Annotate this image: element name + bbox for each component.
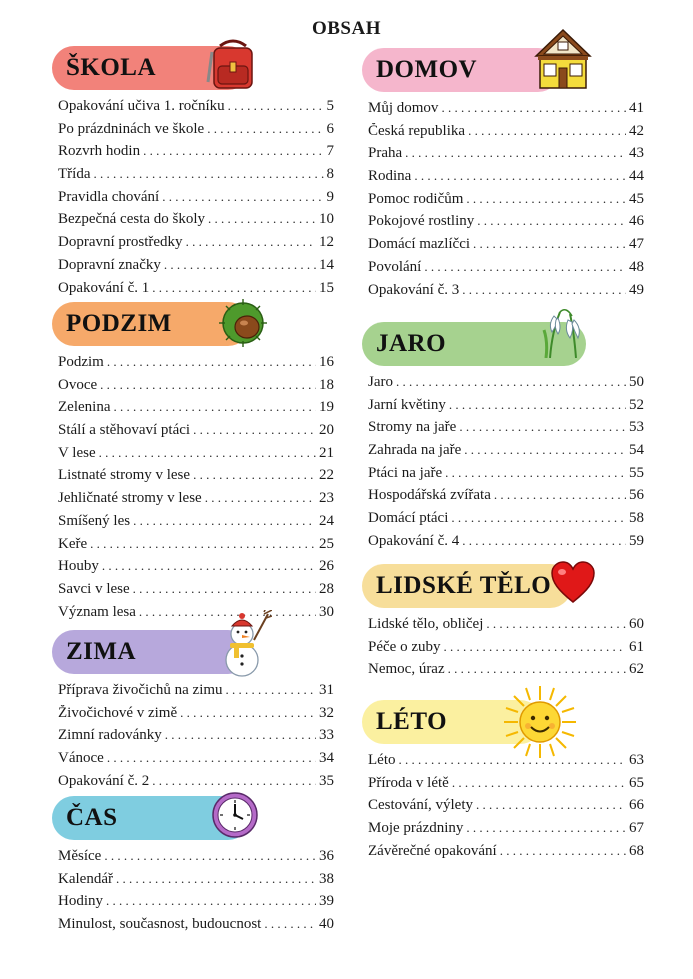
- toc-entry[interactable]: [52, 234, 334, 257]
- section-heading-label: ZIMA: [66, 638, 137, 665]
- toc-entry-page: 21: [319, 444, 334, 461]
- section-podzim: [52, 302, 334, 626]
- leader-dots: [473, 236, 626, 252]
- toc-entry-title: Praha: [368, 145, 403, 162]
- leader-dots: [113, 399, 316, 415]
- toc-entry-title: Listnaté stromy v lese: [58, 467, 191, 484]
- leader-dots: [464, 442, 626, 458]
- toc-entry-title: Můj domov: [368, 100, 439, 116]
- leader-dots: [452, 775, 626, 791]
- toc-entry-title: Živočichové v zimě: [58, 704, 178, 721]
- toc-entry-page: 66: [629, 797, 644, 814]
- toc-entry-page: 63: [629, 752, 644, 768]
- leader-dots: [116, 871, 316, 887]
- toc-entry-page: 48: [629, 258, 644, 275]
- toc-entry-page: 26: [319, 558, 334, 575]
- toc-entry-page: 10: [319, 211, 334, 228]
- toc-entry-title: Dopravní značky: [58, 256, 161, 273]
- toc-entry-title: Kalendář: [58, 870, 113, 887]
- toc-entry[interactable]: [362, 487, 644, 510]
- section-heading-label: PODZIM: [66, 310, 172, 337]
- toc-entry-title: Příroda v létě: [368, 774, 449, 791]
- leader-dots: [466, 820, 626, 836]
- toc-entry[interactable]: [362, 465, 644, 488]
- toc-entry[interactable]: [52, 893, 334, 916]
- toc-entry-page: 58: [629, 510, 644, 527]
- toc-entry-page: 40: [319, 916, 334, 933]
- toc-entry-title: Domácí ptáci: [368, 510, 449, 527]
- toc-entry-page: 39: [319, 893, 334, 910]
- section-heading-label: DOMOV: [376, 56, 478, 83]
- leader-dots: [133, 513, 316, 529]
- toc-entry-title: Rodina: [368, 168, 412, 185]
- toc-entry[interactable]: [52, 143, 334, 166]
- toc-entry[interactable]: [362, 374, 644, 397]
- section-heading: [362, 48, 560, 92]
- toc-entry[interactable]: [52, 422, 334, 445]
- leader-dots: [208, 211, 316, 227]
- toc-entry-page: 38: [319, 870, 334, 887]
- toc-entry[interactable]: [52, 211, 334, 234]
- toc-entry-page: 14: [319, 256, 334, 273]
- section-cas: [52, 796, 334, 939]
- toc-entry[interactable]: [52, 354, 334, 377]
- toc-entry-title: Opakování učiva 1. ročníku: [58, 98, 225, 114]
- toc-entry-title: Zelenina: [58, 399, 111, 416]
- toc-entry[interactable]: [362, 168, 644, 191]
- toc-entry-page: 5: [326, 98, 334, 114]
- leader-dots: [165, 727, 316, 743]
- leader-dots: [443, 639, 626, 655]
- toc-entry[interactable]: [52, 513, 334, 536]
- toc-entry[interactable]: [52, 257, 334, 280]
- toc-entry-title: Česká republika: [368, 122, 466, 139]
- toc-entry-title: Pomoc rodičům: [368, 190, 464, 207]
- toc-entry-title: Měsíce: [58, 848, 102, 864]
- toc-entry[interactable]: [52, 916, 334, 939]
- toc-entry-title: Závěrečné opakování: [368, 842, 497, 859]
- leader-dots: [476, 797, 626, 813]
- toc-entry-page: 41: [629, 100, 644, 116]
- toc-entry-page: 28: [319, 580, 334, 597]
- toc-entry[interactable]: [52, 467, 334, 490]
- toc-entry[interactable]: [52, 727, 334, 750]
- toc-entry[interactable]: [52, 682, 334, 705]
- leader-dots: [477, 213, 626, 229]
- toc-entry-title: Cestování, výlety: [368, 797, 473, 814]
- section-skola: [52, 46, 334, 302]
- toc-entry-page: 42: [629, 122, 644, 139]
- section-zima: [52, 630, 334, 795]
- leader-dots: [445, 465, 626, 481]
- toc-entry-title: Opakování č. 1: [58, 279, 150, 296]
- leader-dots: [143, 143, 323, 159]
- toc-entry-title: Stálí a stěhovaví ptáci: [58, 422, 191, 439]
- sun-icon: [500, 684, 580, 760]
- toc-entry-page: 30: [319, 603, 334, 620]
- toc-entry-title: Příprava živočichů na zimu: [58, 682, 223, 698]
- toc-entry-title: Význam lesa: [58, 603, 136, 620]
- toc-entry-title: Lidské tělo, obličej: [368, 616, 484, 632]
- toc-entry-page: 33: [319, 727, 334, 744]
- toc-entry-page: 23: [319, 490, 334, 507]
- toc-entry-page: 9: [326, 188, 334, 205]
- leader-dots: [264, 916, 316, 932]
- leader-dots: [104, 848, 316, 864]
- toc-entry-page: 25: [319, 535, 334, 552]
- toc-entry-title: Povolání: [368, 258, 422, 275]
- toc-entry-page: 56: [629, 487, 644, 504]
- toc-entry[interactable]: [362, 820, 644, 843]
- toc-entry-page: 45: [629, 190, 644, 207]
- leader-dots: [162, 189, 323, 205]
- toc-entry-title: Nemoc, úraz: [368, 661, 445, 678]
- leader-dots: [99, 445, 316, 461]
- toc-entry[interactable]: [362, 616, 644, 639]
- toc-entry-title: Vánoce: [58, 750, 104, 767]
- toc-entry-title: Zimní radovánky: [58, 727, 162, 744]
- toc-entry-page: 20: [319, 422, 334, 439]
- toc-entry[interactable]: [362, 533, 644, 556]
- toc-entry[interactable]: [362, 123, 644, 146]
- toc-entry-title: Houby: [58, 558, 99, 575]
- toc-entry-title: Zahrada na jaře: [368, 442, 462, 459]
- toc-entry-page: 53: [629, 419, 644, 436]
- toc-entry-title: V lese: [58, 444, 96, 461]
- leader-dots: [396, 374, 626, 390]
- leader-dots: [226, 682, 316, 698]
- toc-entry[interactable]: [52, 871, 334, 894]
- toc-entry-page: 18: [319, 376, 334, 393]
- toc-entry-title: Jehličnaté stromy v lese: [58, 490, 202, 507]
- leader-dots: [102, 558, 316, 574]
- toc-list: [52, 98, 334, 302]
- toc-entry[interactable]: [362, 282, 644, 305]
- toc-entry[interactable]: [52, 121, 334, 144]
- toc-entry[interactable]: [52, 445, 334, 468]
- toc-entry[interactable]: [362, 843, 644, 866]
- section-heading-label: JARO: [376, 330, 447, 357]
- toc-entry-page: 62: [629, 661, 644, 678]
- toc-entry[interactable]: [362, 797, 644, 820]
- leader-dots: [93, 166, 323, 182]
- toc-entry-page: 22: [319, 467, 334, 484]
- toc-entry-page: 46: [629, 213, 644, 230]
- leader-dots: [405, 145, 626, 161]
- toc-entry-page: 36: [319, 848, 334, 864]
- toc-entry-title: Stromy na jaře: [368, 419, 457, 436]
- toc-entry[interactable]: [362, 639, 644, 662]
- section-domov: [362, 48, 644, 304]
- toc-entry-page: 65: [629, 774, 644, 791]
- leader-dots: [90, 536, 316, 552]
- leader-dots: [414, 168, 626, 184]
- toc-entry[interactable]: [362, 213, 644, 236]
- toc-entry-page: 55: [629, 464, 644, 481]
- toc-entry[interactable]: [52, 98, 334, 121]
- toc-entry[interactable]: [52, 536, 334, 559]
- leader-dots: [193, 422, 316, 438]
- leader-dots: [424, 259, 626, 275]
- leader-dots: [448, 661, 626, 677]
- toc-entry[interactable]: [362, 100, 644, 123]
- toc-entry[interactable]: [52, 166, 334, 189]
- page-title: OBSAH: [311, 18, 382, 39]
- toc-entry-page: 68: [629, 842, 644, 859]
- toc-entry-page: 61: [629, 638, 644, 655]
- section-heading: [362, 564, 572, 608]
- toc-entry-title: Moje prázdniny: [368, 820, 464, 837]
- leader-dots: [486, 616, 626, 632]
- toc-entry-page: 35: [319, 772, 334, 789]
- toc-list: [52, 848, 334, 939]
- heart-icon: [550, 560, 596, 604]
- leader-dots: [462, 533, 626, 549]
- toc-list: [52, 682, 334, 795]
- toc-entry-page: 52: [629, 396, 644, 413]
- toc-list: [52, 354, 334, 626]
- toc-entry[interactable]: [52, 705, 334, 728]
- section-leto: [362, 700, 644, 865]
- leader-dots: [100, 377, 316, 393]
- toc-list: [362, 616, 644, 684]
- toc-entry[interactable]: [362, 191, 644, 214]
- toc-entry-page: 59: [629, 532, 644, 549]
- toc-entry-title: Hodiny: [58, 893, 103, 910]
- toc-entry-title: Opakování č. 4: [368, 532, 460, 549]
- toc-entry[interactable]: [52, 604, 334, 627]
- toc-entry-page: 31: [319, 682, 334, 698]
- leader-dots: [459, 419, 626, 435]
- toc-entry-page: 6: [326, 120, 334, 137]
- toc-entry-title: Péče o zuby: [368, 638, 441, 655]
- toc-entry[interactable]: [362, 442, 644, 465]
- toc-entry-page: 8: [326, 166, 334, 183]
- toc-entry[interactable]: [52, 558, 334, 581]
- leader-dots: [494, 487, 626, 503]
- leader-dots: [462, 282, 626, 298]
- house-icon: [534, 26, 592, 92]
- toc-list: [362, 100, 644, 304]
- leader-dots: [466, 191, 626, 207]
- backpack-icon: [204, 38, 262, 96]
- toc-entry-title: Keře: [58, 535, 88, 552]
- toc-entry[interactable]: [52, 377, 334, 400]
- toc-entry-title: Pokojové rostliny: [368, 213, 475, 230]
- leader-dots: [152, 773, 316, 789]
- toc-entry[interactable]: [362, 419, 644, 442]
- chestnut-icon: [216, 296, 270, 350]
- toc-entry-page: 44: [629, 168, 644, 185]
- section-jaro: [362, 322, 644, 556]
- toc-entry-page: 49: [629, 281, 644, 298]
- toc-entry-page: 15: [319, 279, 334, 296]
- toc-entry-page: 60: [629, 616, 644, 632]
- toc-entry-title: Podzim: [58, 354, 104, 370]
- toc-entry-title: Hospodářská zvířata: [368, 487, 491, 504]
- toc-list: [362, 752, 644, 865]
- leader-dots: [133, 581, 316, 597]
- toc-entry-title: Po prázdninách ve škole: [58, 120, 205, 137]
- toc-entry-page: 19: [319, 399, 334, 416]
- toc-entry-page: 24: [319, 512, 334, 529]
- section-heading-label: ČAS: [66, 804, 118, 831]
- toc-entry-title: Savci v lese: [58, 580, 130, 597]
- toc-list: [362, 374, 644, 556]
- toc-entry-title: Ptáci na jaře: [368, 464, 443, 481]
- toc-entry[interactable]: [52, 581, 334, 604]
- toc-entry-title: Ovoce: [58, 376, 98, 393]
- leader-dots: [228, 98, 324, 114]
- toc-entry-title: Dopravní prostředky: [58, 234, 183, 251]
- toc-entry[interactable]: [362, 397, 644, 420]
- snowman-icon: [214, 610, 272, 678]
- section-lidske-telo: [362, 564, 644, 684]
- toc-entry-page: 34: [319, 750, 334, 767]
- toc-entry-title: Opakování č. 2: [58, 772, 150, 789]
- toc-entry[interactable]: [52, 189, 334, 212]
- leader-dots: [205, 490, 316, 506]
- section-heading-label: LIDSKÉ TĚLO: [376, 572, 552, 599]
- toc-entry[interactable]: [52, 280, 334, 303]
- leader-dots: [164, 257, 316, 273]
- section-heading-label: ŠKOLA: [66, 54, 157, 81]
- leader-dots: [152, 280, 316, 296]
- toc-entry-title: Domácí mazlíčci: [368, 236, 471, 253]
- clock-icon: [210, 790, 260, 840]
- toc-entry[interactable]: [52, 399, 334, 422]
- toc-entry-title: Bezpečná cesta do školy: [58, 211, 206, 228]
- toc-entry[interactable]: [362, 510, 644, 533]
- toc-entry-page: 32: [319, 704, 334, 721]
- toc-entry-page: 43: [629, 145, 644, 162]
- toc-entry-title: Smíšený les: [58, 512, 131, 529]
- leader-dots: [193, 467, 316, 483]
- toc-entry-page: 54: [629, 442, 644, 459]
- leader-dots: [107, 354, 316, 370]
- toc-entry-title: Opakování č. 3: [368, 281, 460, 298]
- toc-entry-page: 16: [319, 354, 334, 370]
- toc-entry-page: 12: [319, 234, 334, 251]
- leader-dots: [180, 705, 316, 721]
- toc-entry-page: 7: [326, 143, 334, 160]
- toc-entry[interactable]: [52, 848, 334, 871]
- toc-entry[interactable]: [362, 145, 644, 168]
- toc-entry[interactable]: [362, 661, 644, 684]
- leader-dots: [107, 750, 316, 766]
- toc-entry[interactable]: [52, 750, 334, 773]
- leader-dots: [207, 121, 323, 137]
- toc-entry-title: Jarní květiny: [368, 396, 446, 413]
- leader-dots: [106, 893, 316, 909]
- toc-entry[interactable]: [52, 490, 334, 513]
- toc-entry[interactable]: [362, 236, 644, 259]
- toc-entry-title: Pravidla chování: [58, 188, 160, 205]
- toc-entry-title: Rozvrh hodin: [58, 143, 141, 160]
- snowdrop-icon: [538, 302, 594, 358]
- leader-dots: [449, 397, 626, 413]
- toc-entry-title: Léto: [368, 752, 396, 768]
- toc-entry-title: Minulost, současnost, budoucnost: [58, 916, 262, 933]
- toc-entry-page: 47: [629, 236, 644, 253]
- toc-entry-page: 50: [629, 374, 644, 390]
- leader-dots: [468, 123, 626, 139]
- leader-dots: [500, 843, 626, 859]
- toc-entry[interactable]: [362, 775, 644, 798]
- leader-dots: [441, 100, 626, 116]
- toc-entry-title: Třída: [58, 166, 91, 183]
- toc-entry-page: 67: [629, 820, 644, 837]
- leader-dots: [186, 234, 316, 250]
- toc-entry-title: Jaro: [368, 374, 393, 390]
- toc-entry[interactable]: [52, 773, 334, 796]
- leader-dots: [451, 510, 626, 526]
- toc-entry[interactable]: [362, 259, 644, 282]
- section-heading-label: LÉTO: [376, 708, 448, 735]
